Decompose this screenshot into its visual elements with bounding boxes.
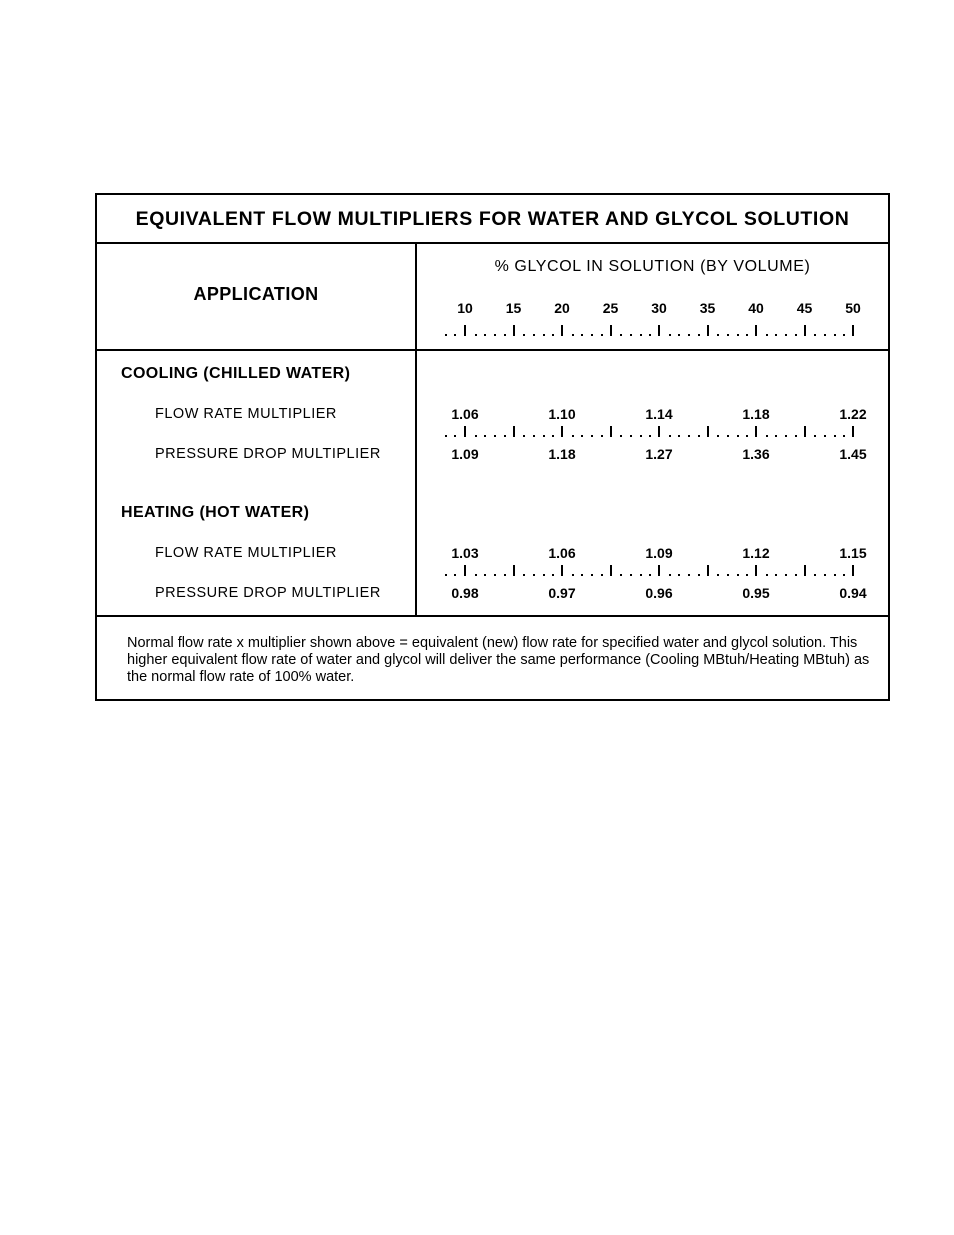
- scale-tick: [610, 565, 612, 576]
- multiplier-value: 1.06: [548, 545, 576, 561]
- scale-tick: [561, 426, 563, 437]
- scale-dot: [795, 574, 797, 576]
- multiplier-value: 0.94: [839, 585, 867, 601]
- multiplier-value: 1.10: [548, 406, 576, 422]
- scale-dot: [834, 435, 836, 437]
- scale-dot: [620, 574, 622, 576]
- scale-dot: [630, 574, 632, 576]
- scale-dot: [484, 334, 486, 336]
- scale-tick: [513, 426, 515, 437]
- scale-tick: [658, 325, 660, 336]
- scale-dot: [494, 574, 496, 576]
- scale-dot: [814, 574, 816, 576]
- scale-tick: [561, 325, 563, 336]
- percent-label: 35: [699, 300, 716, 316]
- scale-dot: [698, 435, 700, 437]
- scale-tick: [513, 565, 515, 576]
- multiplier-table: [95, 193, 890, 701]
- scale-dot: [533, 435, 535, 437]
- scale-tick: [804, 325, 806, 336]
- scale-dot: [795, 334, 797, 336]
- multiplier-value: 1.12: [742, 545, 770, 561]
- scale-dot: [746, 435, 748, 437]
- scale-tick: [755, 565, 757, 576]
- scale-dot: [669, 574, 671, 576]
- percent-label: 45: [796, 300, 813, 316]
- cooling-flow-label: FLOW RATE MULTIPLIER: [155, 406, 337, 422]
- scale-dot: [445, 334, 447, 336]
- scale-dot: [688, 334, 690, 336]
- percent-label: 50: [845, 300, 861, 316]
- scale-dot: [581, 334, 583, 336]
- scale-dot: [737, 435, 739, 437]
- scale-dot: [601, 334, 603, 336]
- scale-dot: [475, 574, 477, 576]
- scale-dot: [523, 435, 525, 437]
- multiplier-value: 1.03: [451, 545, 479, 561]
- application-heading: APPLICATION: [193, 284, 319, 304]
- scale-dot: [523, 574, 525, 576]
- percent-label: 10: [457, 300, 473, 316]
- scale-tick: [852, 325, 854, 336]
- scale-dot: [620, 435, 622, 437]
- scale-tick: [707, 426, 709, 437]
- scale-dot: [454, 435, 456, 437]
- scale-tick: [852, 565, 854, 576]
- scale-dot: [572, 435, 574, 437]
- scale-tick: [464, 426, 466, 437]
- scale-dot: [785, 334, 787, 336]
- scale-dot: [843, 334, 845, 336]
- values-row: [97, 351, 888, 617]
- multiplier-value: 1.09: [451, 446, 479, 462]
- table-title-row: [97, 195, 888, 244]
- scale-dot: [678, 435, 680, 437]
- scale-dot: [727, 334, 729, 336]
- note-text: Normal flow rate x multiplier shown above = equivalent (new) flow rate for specified water and glycol solution. This higher equivalent flow rate of water and glycol will deliver the same performance (Cooling MBtuh/Heating MBtuh) as the normal flow rate of 100% water.: [127, 635, 870, 685]
- scale-dot: [717, 334, 719, 336]
- scale-dot: [766, 574, 768, 576]
- scale-dot: [591, 435, 593, 437]
- scale-dot: [746, 334, 748, 336]
- multiplier-value: 1.22: [839, 406, 867, 422]
- scale-tick: [561, 565, 563, 576]
- heating-pressure-label: PRESSURE DROP MULTIPLIER: [155, 585, 381, 601]
- scale-dot: [746, 574, 748, 576]
- scale-dot: [475, 334, 477, 336]
- scale-dot: [843, 574, 845, 576]
- glycol-percent-heading: % GLYCOL IN SOLUTION (BY VOLUME): [494, 258, 811, 275]
- percent-label: 20: [554, 300, 570, 316]
- scale-dot: [504, 435, 506, 437]
- scale-dot: [824, 435, 826, 437]
- scale-dot: [649, 574, 651, 576]
- scale-dot: [649, 435, 651, 437]
- scale-dot: [630, 334, 632, 336]
- scale-dot: [533, 334, 535, 336]
- scale-dot: [737, 574, 739, 576]
- multiplier-value: 1.18: [548, 446, 576, 462]
- multiplier-value: 1.15: [839, 545, 867, 561]
- scale-dot: [591, 334, 593, 336]
- scale-dot: [688, 435, 690, 437]
- scale-dot: [601, 574, 603, 576]
- scale-dot: [523, 334, 525, 336]
- scale-dot: [775, 574, 777, 576]
- scale-dot: [484, 435, 486, 437]
- scale-tick: [610, 325, 612, 336]
- scale-dot: [766, 334, 768, 336]
- scale-tick: [755, 325, 757, 336]
- multiplier-value: 0.97: [548, 585, 576, 601]
- scale-tick: [464, 565, 466, 576]
- scale-dot: [737, 334, 739, 336]
- scale-tick: [513, 325, 515, 336]
- scale-dot: [543, 574, 545, 576]
- scale-dot: [504, 334, 506, 336]
- multiplier-value: 1.45: [839, 446, 867, 462]
- scale-dot: [640, 334, 642, 336]
- scale-dot: [630, 435, 632, 437]
- scale-tick: [610, 426, 612, 437]
- scale-dot: [785, 574, 787, 576]
- percent-label: 15: [505, 300, 522, 316]
- scale-dot: [475, 435, 477, 437]
- scale-dot: [504, 574, 506, 576]
- scale-dot: [445, 435, 447, 437]
- scale-dot: [717, 435, 719, 437]
- multiplier-value: 1.09: [645, 545, 673, 561]
- scale-dot: [795, 435, 797, 437]
- scale-dot: [834, 334, 836, 336]
- scale-dot: [814, 435, 816, 437]
- scale-dot: [824, 334, 826, 336]
- scale-dot: [834, 574, 836, 576]
- scale-dot: [445, 574, 447, 576]
- multiplier-value: 0.95: [742, 585, 770, 601]
- scale-dot: [572, 334, 574, 336]
- scale-dot: [581, 435, 583, 437]
- scale-tick: [707, 565, 709, 576]
- scale-tick: [464, 325, 466, 336]
- multiplier-value: 1.06: [451, 406, 479, 422]
- multiplier-value: 0.96: [645, 585, 673, 601]
- multiplier-value: 1.36: [742, 446, 770, 462]
- scale-tick: [804, 565, 806, 576]
- multiplier-value: 1.27: [645, 446, 673, 462]
- percent-label: 30: [651, 300, 667, 316]
- note-row: [97, 617, 888, 699]
- scale-dot: [640, 574, 642, 576]
- scale-dot: [649, 334, 651, 336]
- scale-dot: [669, 334, 671, 336]
- scale-dot: [775, 435, 777, 437]
- scale-dot: [678, 334, 680, 336]
- scale-tick: [658, 565, 660, 576]
- scale-dot: [688, 574, 690, 576]
- heating-flow-label: FLOW RATE MULTIPLIER: [155, 545, 337, 561]
- scale-dot: [727, 435, 729, 437]
- scale-dot: [494, 435, 496, 437]
- scale-dot: [824, 574, 826, 576]
- scale-dot: [454, 334, 456, 336]
- scale-dot: [640, 435, 642, 437]
- scale-dot: [552, 574, 554, 576]
- scale-tick: [707, 325, 709, 336]
- scale-dot: [581, 574, 583, 576]
- scale-dot: [775, 334, 777, 336]
- scale-dot: [620, 334, 622, 336]
- multiplier-value: 0.98: [451, 585, 479, 601]
- cooling-section-label: COOLING (CHILLED WATER): [121, 365, 351, 382]
- scale-dot: [717, 574, 719, 576]
- heating-section-label: HEATING (HOT WATER): [121, 504, 310, 521]
- scale-tick: [852, 426, 854, 437]
- scale-dot: [843, 435, 845, 437]
- scale-dot: [552, 435, 554, 437]
- scale-dot: [698, 574, 700, 576]
- scale-dot: [785, 435, 787, 437]
- scale-dot: [601, 435, 603, 437]
- scale-dot: [572, 574, 574, 576]
- scale-dot: [814, 334, 816, 336]
- scale-dot: [543, 435, 545, 437]
- scale-dot: [454, 574, 456, 576]
- scale-dot: [484, 574, 486, 576]
- scale-dot: [678, 574, 680, 576]
- cooling-pressure-label: PRESSURE DROP MULTIPLIER: [155, 446, 381, 462]
- table-title: EQUIVALENT FLOW MULTIPLIERS FOR WATER AND GLYCOL SOLUTION: [135, 208, 850, 230]
- header-row: [97, 242, 888, 351]
- multiplier-value: 1.14: [645, 406, 673, 422]
- scale-dot: [698, 334, 700, 336]
- scale-tick: [804, 426, 806, 437]
- scale-dot: [727, 574, 729, 576]
- scale-tick: [755, 426, 757, 437]
- scale-tick: [658, 426, 660, 437]
- scale-dot: [543, 334, 545, 336]
- scale-dot: [494, 334, 496, 336]
- scale-dot: [533, 574, 535, 576]
- scale-dot: [669, 435, 671, 437]
- multiplier-value: 1.18: [742, 406, 770, 422]
- percent-label: 40: [748, 300, 764, 316]
- scale-dot: [591, 574, 593, 576]
- scale-dot: [552, 334, 554, 336]
- scale-dot: [766, 435, 768, 437]
- percent-label: 25: [602, 300, 619, 316]
